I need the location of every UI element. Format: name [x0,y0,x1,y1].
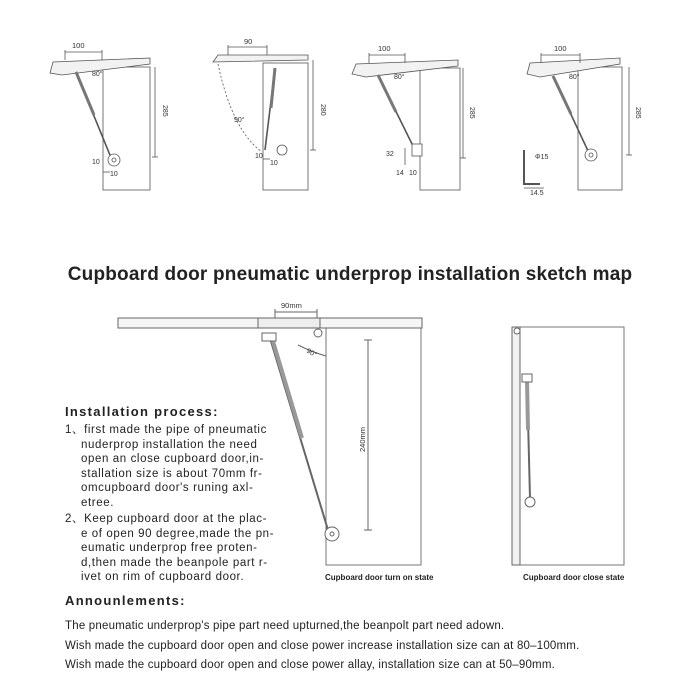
d3-width: 100 [378,44,391,53]
d3-angle: 80° [394,74,405,81]
step1-line: open an close cupboard door,in- [81,453,264,465]
closed-state-drawing [512,327,624,565]
diagram-2 [213,45,316,190]
d3-offset-a: 32 [386,151,394,158]
d4-angle: 80° [569,74,580,81]
step1-line: omcupboard door's runing axl- [81,482,254,494]
caption-close-state: Cupboard door close state [523,573,625,582]
announcements-heading: Announlements: [65,593,186,608]
d4-diameter: Φ15 [535,154,549,161]
d1-offset-b: 10 [110,171,118,178]
d3-height: 285 [468,107,475,119]
d3-offset-b: 14 [396,170,404,177]
announcement-line-3: Wish made the cupboard door open and close power allay, installation size can at 50–90mm. [65,659,555,671]
announcement-line-2: Wish made the cupboard door open and close power increase installation size can at 80–100mm. [65,640,580,652]
sketch-width-label: 90mm [281,301,302,310]
step1-line: 1、first made the pipe of pneumatic [65,424,267,436]
sketch-height-label: 240mm [358,426,367,452]
d4-bracket: 14.5 [530,190,544,197]
d1-width: 100 [72,41,85,50]
step2-line: ivet on rim of cupboard door. [81,571,245,583]
announcement-line-1: The pneumatic underprop's pipe part need upturned,the beanpolt part need adown. [65,620,505,632]
step1-line: nuderprop installation the need [81,438,258,451]
caption-open-state: Cupboard door turn on state [325,573,434,582]
d1-offset-a: 10 [92,159,100,166]
installation-heading: Installation process: [65,404,219,419]
d2-angle: 90° [234,117,245,124]
d2-offset-b: 10 [270,160,278,167]
d4-width: 100 [554,44,567,53]
d2-width: 90 [244,37,253,46]
step1-line: etree. [81,496,115,509]
step2-line: d,then made the beanpole part r- [81,556,268,569]
d3-offset-c: 10 [409,170,417,177]
diagram-1 [50,50,158,190]
d2-offset-a: 10 [255,153,263,160]
installation-step-2 [65,512,325,585]
step1-line: stallation size is about 70mm fr- [81,467,263,480]
d1-height: 285 [161,105,168,117]
step2-line: 2、Keep cupboard door at the plac- [65,513,268,525]
installation-step-1 [65,423,325,510]
page-title: Cupboard door pneumatic underprop installation sketch map [67,264,633,285]
d2-height: 280 [319,104,326,116]
d4-height: 285 [634,107,641,119]
d1-angle: 80° [92,71,103,78]
step2-line: e of open 90 degree,made the pn- [81,527,275,540]
sketch-angle-label: 90° [305,347,318,360]
step2-line: eumatic underprop free proten- [81,542,258,554]
